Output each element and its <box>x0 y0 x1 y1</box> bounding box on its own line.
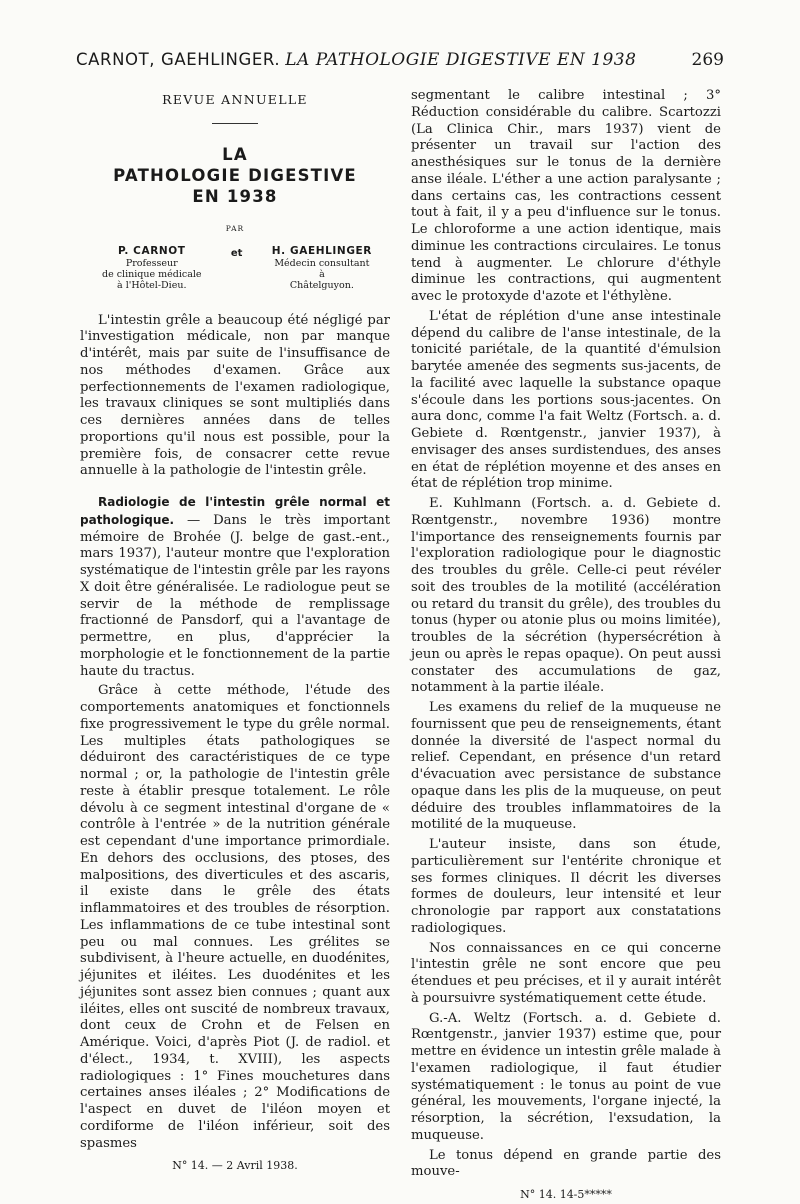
author-affiliation: Médecin consultant <box>274 257 370 269</box>
title-rule <box>212 123 258 124</box>
author-affiliation: à l'Hôtel-Dieu. <box>117 279 187 291</box>
author-affiliation: Châtelguyon. <box>289 279 354 291</box>
byline-par: PAR <box>225 223 245 233</box>
author-name: H. GAEHLINGER <box>271 244 372 257</box>
author-affiliation: à <box>319 268 325 280</box>
body-paragraph: L'auteur insiste, dans son étude, particulièrement sur l'entérite chronique et ses formes cliniques. Il décrit les diverses formes de douleurs, leur intensité et leur chronologie par rapport aux constatations radiologiques. <box>411 837 721 936</box>
right-column <box>411 88 721 1204</box>
right-footer: N° 14. 14-5***** <box>520 1188 612 1201</box>
body-paragraph: Les examens du relief de la muqueuse ne fournissent que peu de renseignements, étant donnée la diversité de l'aspect normal du relief. Cependant, en présence d'un retard d'évacuation avec persistance de substance opaque dans les plis de la muqueuse, on peut déduire des troubles inflammatoires de la motilité de la muqueuse. <box>411 700 721 833</box>
left-column <box>80 88 390 1175</box>
title-line-1: LA <box>222 144 248 164</box>
section-text: — Dans le très important mémoire de Brohée (J. belge de gast.-ent., mars 1937), l'auteur montre que l'exploration systématique de l'intestin grêle par les rayons X doit être généralisée. Le radiologue peut se servir de la méthode de remplissage fractionné de Pansdorf, qui a l'avantage de permettre, en plus, d'apprécier la morphologie et le fonctionnement de la partie haute du tractus. <box>80 512 390 679</box>
header-journal-title: LA PATHOLOGIE DIGESTIVE EN 1938 <box>285 50 637 70</box>
author-conjunction: et <box>230 247 243 259</box>
author-name: P. CARNOT <box>117 244 186 257</box>
rubric: REVUE ANNUELLE <box>162 92 308 107</box>
author-gaehlinger <box>272 244 372 291</box>
body-paragraph: Grâce à cette méthode, l'étude des comportements anatomiques et fonctionnels fixe progressivement le type du grêle normal. Les multiples états pathologiques se déduiront des caractéristiques de ce type normal ; or, la pathologie de l'intestin grêle reste à établir presque totalement. Le rôle dévolu à ce segment intestinal d'organe de « contrôle à l'entrée » de la nutrition générale est cependant d'une importance primordiale. En dehors des occlusions, des ptoses, des malpositions, des diverticules et des ascaris, il existe dans le grêle des états inflammatoires et des troubles de résorption. Les inflammations de ce tube intestinal sont peu ou mal connues. Les grélites se subdivisent, à l'heure actuelle, en duodénites, jéjunites et iléites. Les duodénites et les jéjunites sont assez bien connues ; quant aux iléites, elles ont suscité de nombreux travaux, dont ceux de Crohn et de Felsen en Amérique. Voici, d'après Piot (J. de radiol. et d'élect., 1934, t. XVIII), les aspects radiologiques : 1° Fines mouchetures dans certaines anses iléales ; 2° Modifications de l'aspect en duvet de l'iléon moyen et cordiforme de l'iléon inférieur, soit des spasmes <box>80 683 390 1151</box>
title-line-2: PATHOLOGIE DIGESTIVE <box>113 165 357 185</box>
title-line-3: EN 1938 <box>192 186 278 206</box>
body-paragraph: Le tonus dépend en grande partie des mouve- <box>411 1147 721 1180</box>
page-number: 269 <box>691 50 724 70</box>
body-paragraph: E. Kuhlmann (Fortsch. a. d. Gebiete d. Rœntgenstr., novembre 1936) montre l'importance des renseignements fournis par l'exploration radiologique pour le diagnostic des troubles du grêle. Celle-ci peut révéler soit des troubles de la motilité (accélération ou retard du transit du grêle), des troubles du tonus (hyper ou atonie plus ou moins limitée), troubles de la sécrétion (hypersécrétion à jeun ou après le repas opaque). On peut aussi constater des accumulations de gaz, notamment à la partie iléale. <box>411 496 721 696</box>
article-title <box>80 144 390 207</box>
left-footer: N° 14. — 2 Avril 1938. <box>172 1159 298 1173</box>
header-authors: CARNOT, GAEHLINGER. <box>76 50 281 69</box>
body-paragraph: G.-A. Weltz (Fortsch. a. d. Gebiete d. Rœntgenstr., janvier 1937) estime que, pour mettre en évidence un intestin grêle malade à l'examen radiologique, il faut étudier systématiquement : le tonus au point de vue général, les mouvements, l'organe injecté, la résorption, la sécrétion, l'exsudation, la muqueuse. <box>411 1010 721 1143</box>
body-paragraph: L'état de réplétion d'une anse intestinale dépend du calibre de l'anse intestinale, de la tonicité pariétale, de la quantité d'émulsion barytée amenée des segments sus-jacents, de la facilité avec laquelle la substance opaque s'écoule dans les portions sous-jacentes. On aura donc, comme l'a fait Weltz (Fortsch. a. d. Gebiete d. Rœntgenstr., janvier 1937), à envisager des anses surdistendues, des anses en état de réplétion moyenne et des anses en état de réplétion trop minime. <box>411 308 721 492</box>
author-affiliation: de clinique médicale <box>102 268 202 280</box>
section-heading: Radiologie de l'intestin grêle normal et pathologique. <box>80 495 390 527</box>
body-paragraph: Nos connaissances en ce qui concerne l'intestin grêle ne sont encore que peu étendues et peu précises, et il y aurait intérêt à poursuivre systématiquement cette étude. <box>411 940 721 1006</box>
author-affiliation: Professeur <box>125 257 178 269</box>
author-carnot <box>102 244 202 291</box>
body-paragraph: segmentant le calibre intestinal ; 3° Réduction considérable du calibre. Scartozzi (La Clinica Chir., mars 1937) vient de présenter un travail sur l'action des anesthésiques sur le tonus de la dernière anse iléale. L'éther a une action paralysante ; dans certains cas, les contractions cessent tout à fait, il y a peu d'influence sur le tonus. Le chloroforme a une action identique, mais diminue les contractions circulaires. Le tonus tend à augmenter. Le chlorure d'éthyle diminue les contractions, qui augmentent avec le protoxyde d'azote et l'éthylène. <box>411 88 721 304</box>
running-header <box>76 50 724 80</box>
section-paragraph <box>80 494 390 680</box>
intro-paragraph: L'intestin grêle a beaucoup été négligé par l'investigation médicale, non par manque d'intérêt, mais par suite de l'insuffisance de nos méthodes d'examen. Grâce aux perfectionnements de l'examen radiologique, les travaux cliniques se sont multipliés dans ces dernières années dans de telles proportions qu'il nous est possible, pour la première fois, de consacrer cette revue annuelle à la pathologie de l'intestin grêle. <box>80 312 390 479</box>
author-block <box>80 244 390 291</box>
